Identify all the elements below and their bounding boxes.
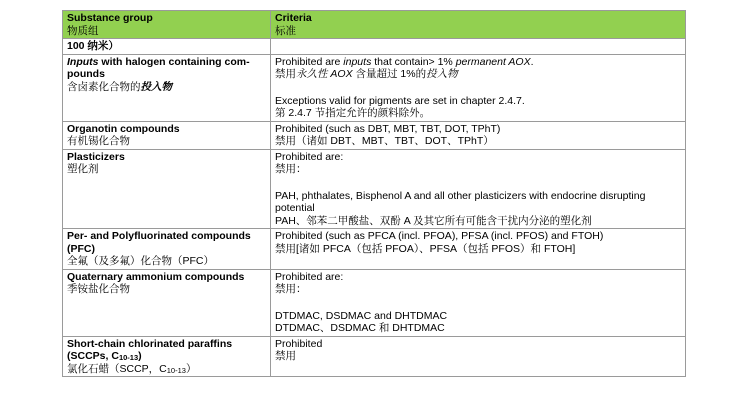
criteria-cell [271, 39, 686, 55]
criteria-cell [271, 121, 686, 149]
criteria-detail-zh: PAH、邻苯二甲酸盐、双酚 A 及其它所有可能含干扰内分泌的塑化剂 [275, 214, 592, 227]
criteria-cell [271, 336, 686, 377]
substance-name-zh: 有机锡化合物 [67, 135, 130, 147]
criteria-text-zh: 禁用 [275, 350, 296, 362]
criteria-exception: Exceptions valid for pigments are set in chapter 2.4.7. [275, 94, 525, 107]
table-row [63, 121, 686, 149]
header-criteria-en: Criteria [275, 12, 312, 24]
table-row [63, 54, 686, 121]
criteria-text: Prohibited (such as DBT, MBT, TBT, DOT, TPhT) [275, 122, 501, 135]
criteria-text: Prohibited are: [275, 150, 344, 163]
table-row [63, 229, 686, 270]
header-criteria-zh: 标准 [275, 24, 296, 37]
substance-cell [63, 229, 271, 270]
criteria-text-zh: 禁用（诸如 DBT、MBT、TBT、DOT、TPhT） [275, 135, 494, 147]
table-row [63, 269, 686, 336]
substance-cell [63, 121, 271, 149]
table-row [63, 39, 686, 55]
criteria-text-zh: 禁用： [275, 163, 307, 175]
criteria-cell [271, 54, 686, 121]
substance-cell [63, 336, 271, 377]
substance-name: Plasticizers [67, 150, 125, 163]
criteria-text-zh: 禁用： [275, 283, 307, 295]
criteria-cell [271, 229, 686, 270]
substance-name: Per- and Polyfluorinated compounds (PFC) [67, 230, 251, 255]
substance-group-header [63, 11, 271, 39]
substance-name-zh: 氯化石蜡（SCCP，$C_{10-13}$） [67, 362, 197, 375]
criteria-detail: DTDMAC, DSDMAC and DHTDMAC [275, 309, 448, 322]
criteria-text: Prohibited (such as PFCA (incl. PFOA), PFSA (incl. PFOS) and FTOH) [275, 230, 604, 242]
criteria-table [62, 10, 686, 377]
criteria-header [271, 11, 686, 39]
substance-cell [63, 269, 271, 336]
criteria-text: Prohibited [275, 337, 323, 350]
substance-name-zh: 季铵盐化合物 [67, 283, 130, 295]
criteria-cell [271, 269, 686, 336]
criteria-text: Prohibited are: [275, 270, 344, 283]
criteria-text-zh: 禁用永久性 AOX 含量超过 1%的投入物 [275, 68, 458, 80]
header-substance-group-en: Substance group [67, 12, 153, 24]
substance-name: Short-chain chlorinated paraffins (SCCPs, $C_{10-13}$) [67, 337, 233, 362]
substance-cell [63, 39, 271, 55]
criteria-text-zh: 禁用[诸如 PFCA（包括 PFOA）、PFSA（包括 PFOS）和 FTOH] [275, 242, 576, 255]
substance-name-zh: 塑化剂 [67, 163, 99, 175]
substance-cell [63, 54, 271, 121]
table-row [63, 336, 686, 377]
substance-name: Quaternary ammonium compounds [67, 270, 245, 283]
substance-name-zh: 含卤素化合物的投入物 [67, 80, 172, 93]
substance-name: Organotin compounds [67, 122, 180, 135]
criteria-exception-zh: 第 2.4.7 节指定允许的颜料除外。 [275, 107, 431, 119]
table-row [63, 149, 686, 229]
substance-name: Inputs with halogen containing com-pounds [67, 55, 250, 80]
criteria-detail: PAH, phthalates, Bisphenol A and all other plasticizers with endocrine disrupting potential [275, 189, 646, 214]
header-substance-group-zh: 物质组 [67, 24, 99, 37]
criteria-cell [271, 149, 686, 229]
continued-text: 100 纳米） [67, 40, 119, 52]
substance-name-zh: 全氟（及多氟）化合物（PFC） [67, 255, 214, 267]
criteria-text: Prohibited are inputs that contain> 1% permanent AOX. [275, 55, 534, 68]
table-header-row [63, 11, 686, 39]
criteria-detail-zh: DTDMAC、DSDMAC 和 DHTDMAC [275, 322, 445, 334]
substance-cell [63, 149, 271, 229]
